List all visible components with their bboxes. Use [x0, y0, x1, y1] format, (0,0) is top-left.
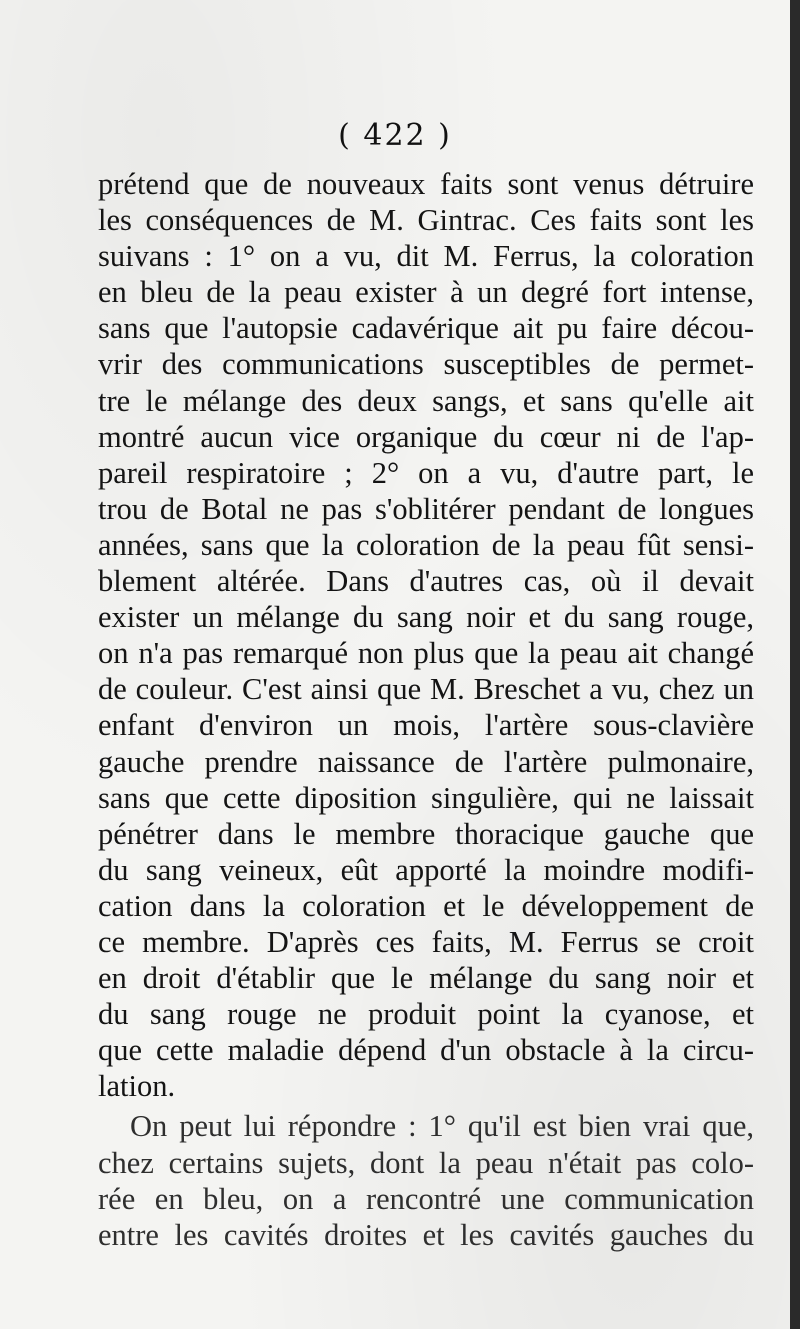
paragraph-1	[98, 166, 754, 1104]
text-line: entre les cavités droites et les cavités gauches du	[98, 1217, 754, 1252]
text-line: On peut lui répondre : 1° qu'il est bien vrai que,	[130, 1109, 754, 1144]
text-line: vrir des communications susceptibles de permet-	[98, 347, 754, 382]
text-line: enfant d'environ un mois, l'artère sous-clavière	[98, 708, 754, 743]
text-line: lation.	[98, 1069, 176, 1104]
text-line: en bleu de la peau exister à un degré fort intense,	[98, 275, 754, 310]
text-line: blement altérée. Dans d'autres cas, où il devait	[98, 564, 754, 599]
page-number: ( 422 )	[338, 118, 452, 153]
text-line: du sang veineux, eût apporté la moindre modifi-	[98, 852, 754, 887]
text-line: années, sans que la coloration de la peau fût sensi-	[98, 527, 754, 562]
text-line: gauche prendre naissance de l'artère pulmonaire,	[98, 744, 754, 779]
text-line: chez certains sujets, dont la peau n'était pas colo-	[98, 1145, 754, 1180]
text-line: exister un mélange du sang noir et du sang rouge,	[98, 600, 754, 635]
text-line: sans que l'autopsie cadavérique ait pu faire décou-	[98, 311, 754, 346]
text-line: sans que cette diposition singulière, qui ne laissait	[98, 780, 754, 815]
text-line: cation dans la coloration et le développement de	[98, 888, 754, 923]
body-text	[98, 166, 754, 1253]
text-line: montré aucun vice organique du cœur ni de l'ap-	[98, 419, 754, 454]
text-line: on n'a pas remarqué non plus que la peau ait changé	[98, 636, 754, 671]
text-line: rée en bleu, on a rencontré une communication	[98, 1181, 754, 1216]
text-line: tre le mélange des deux sangs, et sans qu'elle ait	[98, 383, 754, 418]
page-edge-shadow	[790, 0, 800, 1329]
text-line: les conséquences de M. Gintrac. Ces faits sont les	[98, 203, 754, 238]
text-line: en droit d'établir que le mélange du sang noir et	[98, 961, 754, 996]
text-line: de couleur. C'est ainsi que M. Breschet a vu, chez un	[98, 672, 754, 707]
text-line: trou de Botal ne pas s'oblitérer pendant de longues	[98, 491, 754, 526]
text-line: ce membre. D'après ces faits, M. Ferrus se croit	[98, 924, 754, 959]
paragraph-2	[98, 1108, 754, 1252]
text-line: suivans : 1° on a vu, dit M. Ferrus, la coloration	[98, 239, 754, 274]
text-line: prétend que de nouveaux faits sont venus détruire	[98, 167, 754, 201]
text-line: du sang rouge ne produit point la cyanose, et	[98, 997, 754, 1032]
text-line: pareil respiratoire ; 2° on a vu, d'autre part, le	[98, 455, 754, 490]
text-line: pénétrer dans le membre thoracique gauche que	[98, 816, 754, 851]
text-line: que cette maladie dépend d'un obstacle à la circu-	[98, 1033, 754, 1068]
